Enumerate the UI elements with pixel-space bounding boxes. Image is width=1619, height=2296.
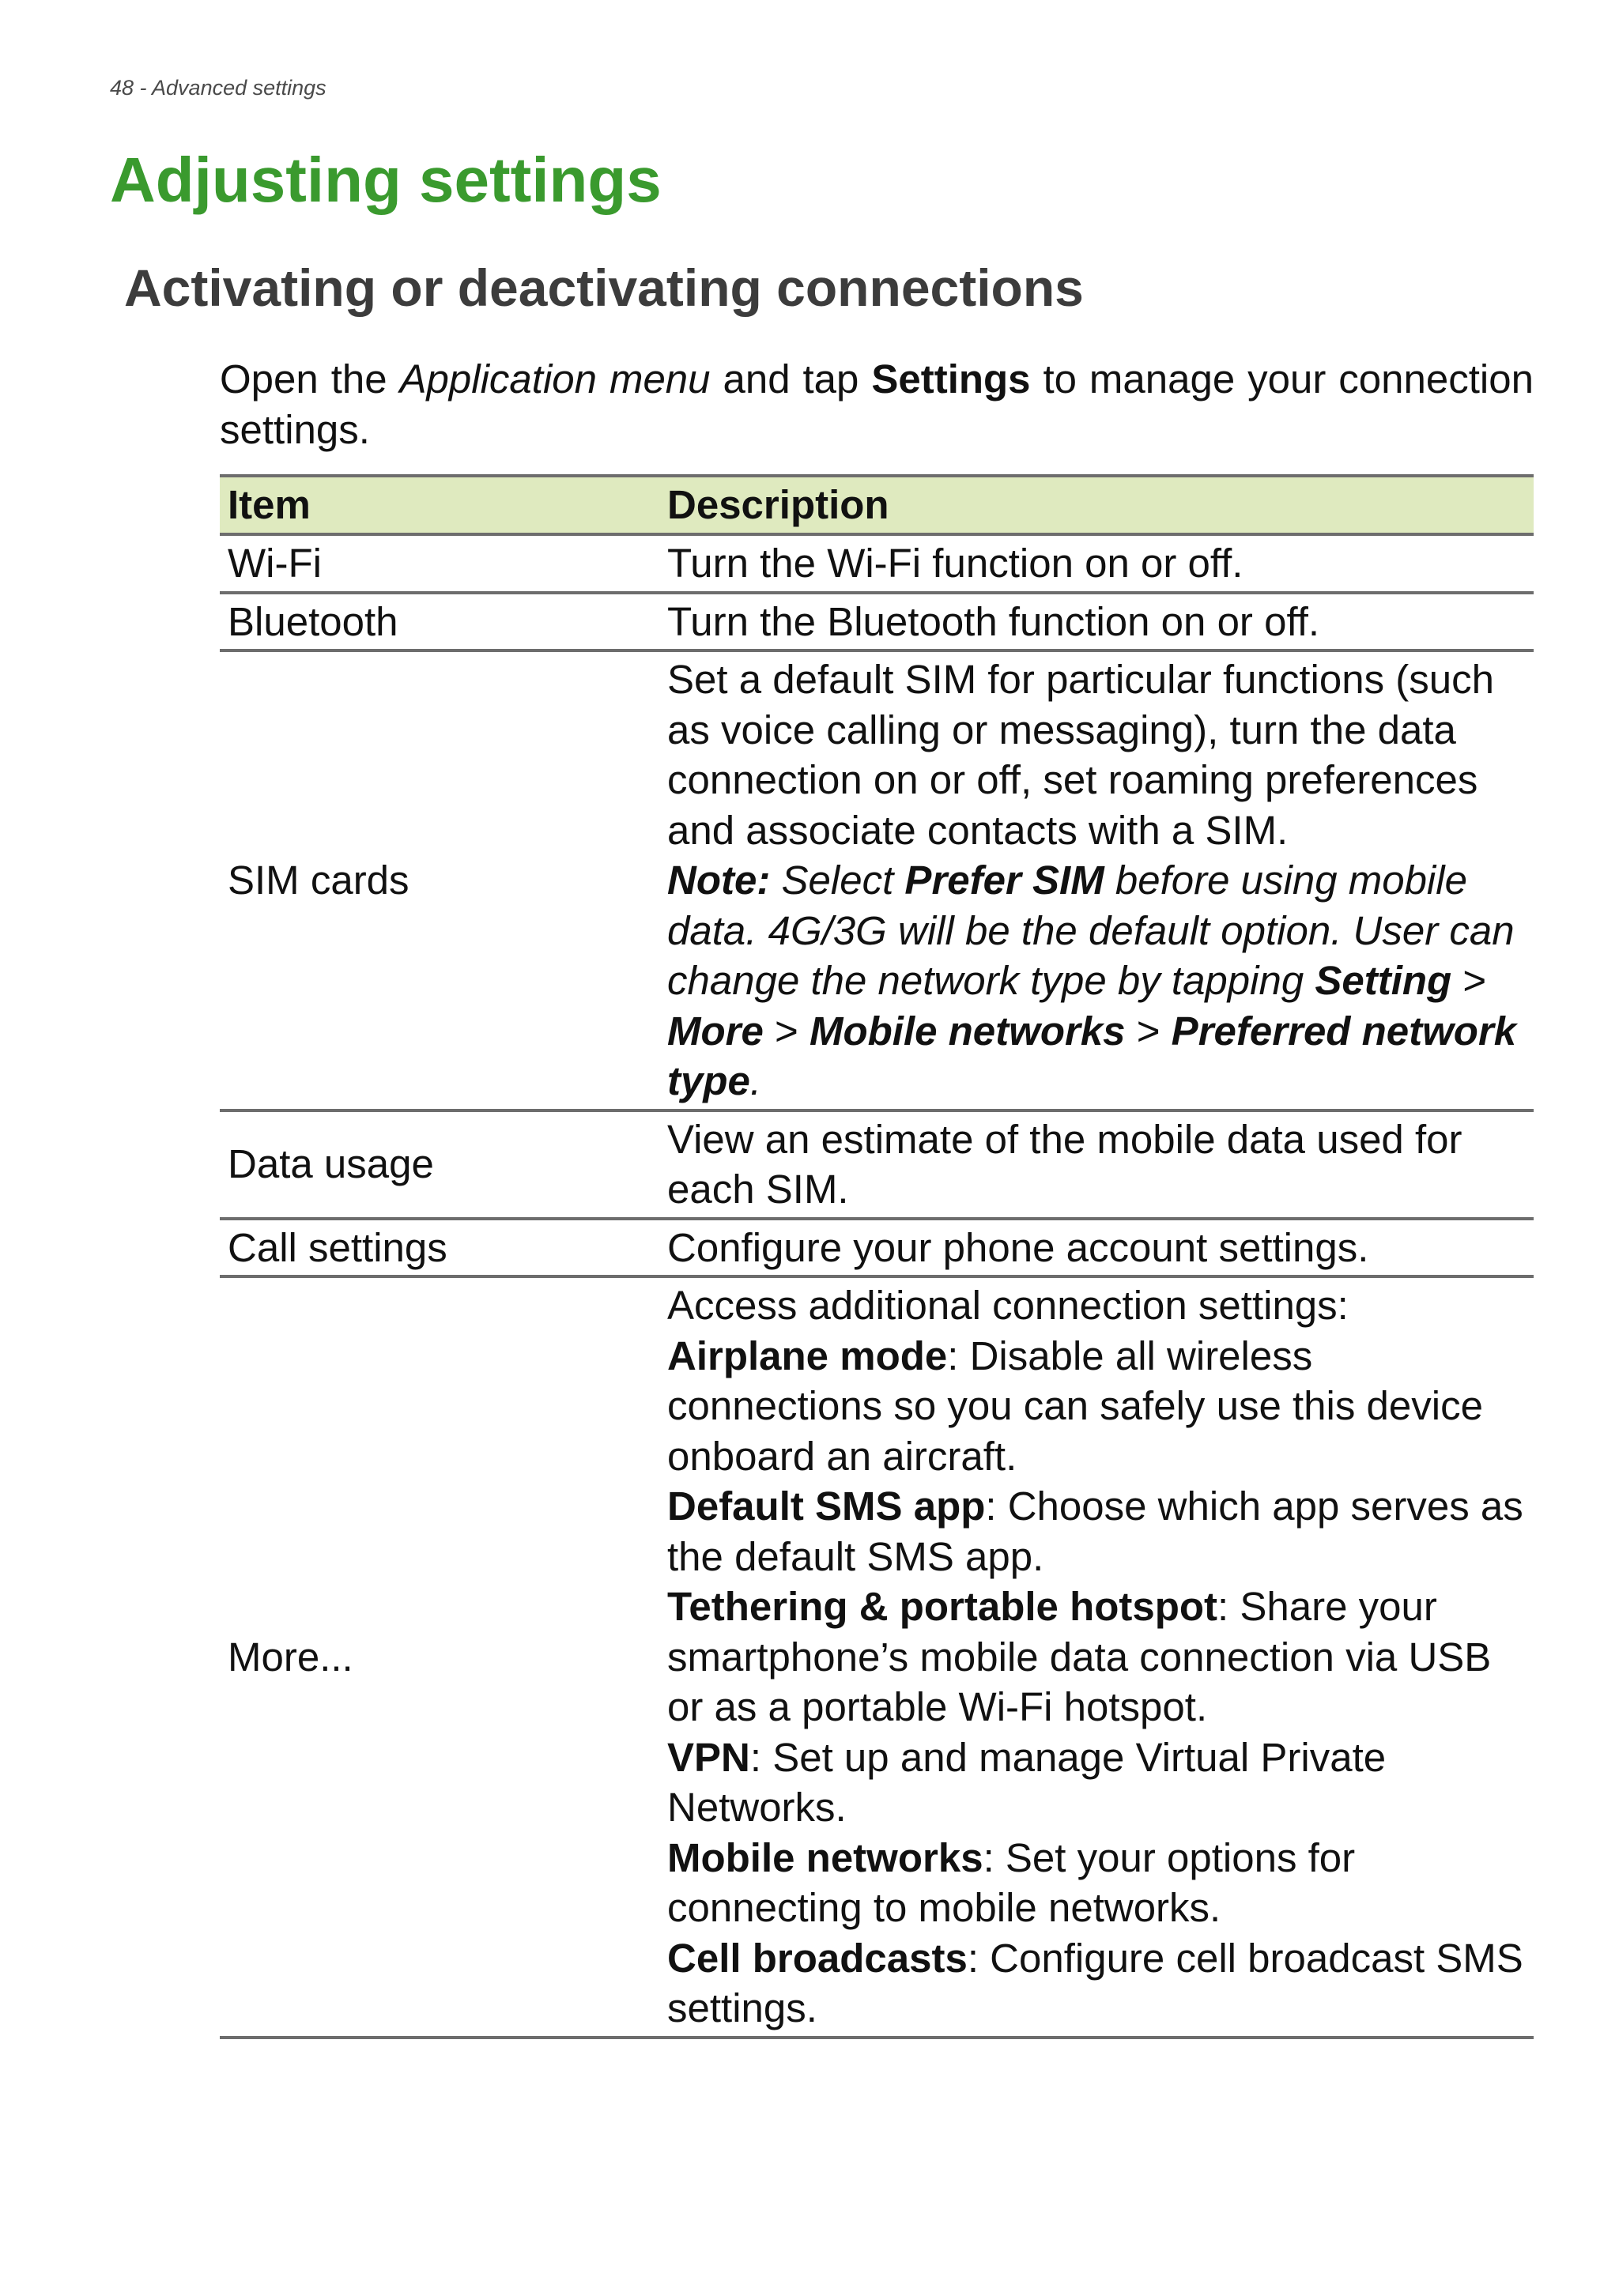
settings-table bbox=[220, 474, 1534, 2039]
section-title: Activating or deactivating connections bbox=[124, 258, 1084, 317]
table-row-sim-cards bbox=[220, 650, 1534, 1110]
entry-text: : Choose which app serves as the default SMS app. bbox=[667, 1484, 1523, 1579]
note-text-2: before using mobile data. 4G/3G will be the default option. User can change the network type by tapping bbox=[667, 858, 1515, 1003]
table-row-bluetooth bbox=[220, 593, 1534, 651]
entry-term: VPN bbox=[667, 1734, 750, 1780]
description-cell: Turn the Bluetooth function on or off. bbox=[667, 598, 1320, 644]
item-cell: More... bbox=[228, 1634, 353, 1680]
description-cell bbox=[659, 1276, 1534, 2038]
more-entry-vpn bbox=[667, 1732, 1526, 1833]
note-prefer-sim: Prefer SIM bbox=[904, 858, 1104, 903]
entry-text: : Configure cell broadcast SMS settings. bbox=[667, 1935, 1523, 2030]
more-entry-tethering bbox=[667, 1582, 1526, 1732]
path-more: More bbox=[667, 1008, 764, 1054]
table-header-row bbox=[220, 476, 1534, 534]
entry-term: Default SMS app bbox=[667, 1484, 986, 1529]
item-cell: SIM cards bbox=[228, 858, 409, 903]
item-cell: Call settings bbox=[228, 1224, 447, 1270]
table-row-wifi bbox=[220, 534, 1534, 593]
intro-text-2: and tap bbox=[710, 356, 872, 402]
path-preferred-network-type: Preferred network type bbox=[667, 1008, 1517, 1103]
table-row-call-settings bbox=[220, 1219, 1534, 1277]
sim-description: Set a default SIM for particular functions (such as voice calling or messaging), turn the data connection on or off, set roaming preferences and associate contacts with a SIM. bbox=[667, 657, 1494, 853]
description-cell: Configure your phone account settings. bbox=[667, 1224, 1369, 1270]
entry-term: Airplane mode bbox=[667, 1333, 948, 1378]
intro-settings: Settings bbox=[871, 356, 1031, 402]
note-end: . bbox=[749, 1058, 762, 1103]
more-entry-cell-broadcasts bbox=[667, 1933, 1526, 2034]
more-entry-airplane-mode bbox=[667, 1331, 1526, 1482]
more-intro: Access additional connection settings: bbox=[667, 1283, 1349, 1328]
note-label: Note: bbox=[667, 858, 771, 903]
entry-text: : Disable all wireless connections so you can safely use this device onboard an aircraft. bbox=[667, 1333, 1483, 1479]
path-mobile-networks: Mobile networks bbox=[809, 1008, 1126, 1054]
entry-text: : Share your smartphone’s mobile data connection via USB or as a portable Wi-Fi hotspot. bbox=[667, 1584, 1492, 1729]
intro-paragraph bbox=[220, 354, 1534, 455]
entry-text: : Set your options for connecting to mobile networks. bbox=[667, 1834, 1356, 1930]
path-separator: > bbox=[763, 1008, 810, 1054]
item-cell: Bluetooth bbox=[228, 598, 398, 644]
path-separator: > bbox=[1125, 1008, 1172, 1054]
more-entry-mobile-networks bbox=[667, 1833, 1526, 1933]
item-cell: Data usage bbox=[228, 1141, 434, 1187]
item-cell: Wi-Fi bbox=[228, 541, 322, 586]
sim-note bbox=[667, 855, 1526, 1107]
page-title: Adjusting settings bbox=[110, 145, 662, 215]
entry-text: : Set up and manage Virtual Private Networks. bbox=[667, 1734, 1387, 1830]
header-description: Description bbox=[667, 482, 889, 528]
path-separator: > bbox=[1451, 958, 1487, 1003]
intro-application-menu: Application menu bbox=[399, 356, 711, 402]
running-header: 48 - Advanced settings bbox=[110, 76, 326, 100]
header-item: Item bbox=[228, 482, 311, 528]
entry-term: Mobile networks bbox=[667, 1834, 983, 1880]
path-setting: Setting bbox=[1315, 958, 1452, 1003]
entry-term: Cell broadcasts bbox=[667, 1935, 968, 1981]
entry-term: Tethering & portable hotspot bbox=[667, 1584, 1218, 1629]
table-body bbox=[220, 534, 1534, 2038]
note-text-1: Select bbox=[770, 858, 905, 903]
table-header bbox=[220, 476, 1534, 534]
settings-table-wrap bbox=[220, 474, 1534, 2039]
more-entry-default-sms-app bbox=[667, 1481, 1526, 1582]
description-cell: Turn the Wi-Fi function on or off. bbox=[667, 541, 1243, 586]
table-row-data-usage bbox=[220, 1110, 1534, 1219]
description-cell: View an estimate of the mobile data used for each SIM. bbox=[667, 1116, 1462, 1212]
intro-text-3: to manage your connection settings. bbox=[220, 356, 1534, 452]
table-row-more bbox=[220, 1276, 1534, 2038]
intro-text-1: Open the bbox=[220, 356, 400, 402]
description-cell bbox=[659, 650, 1534, 1110]
